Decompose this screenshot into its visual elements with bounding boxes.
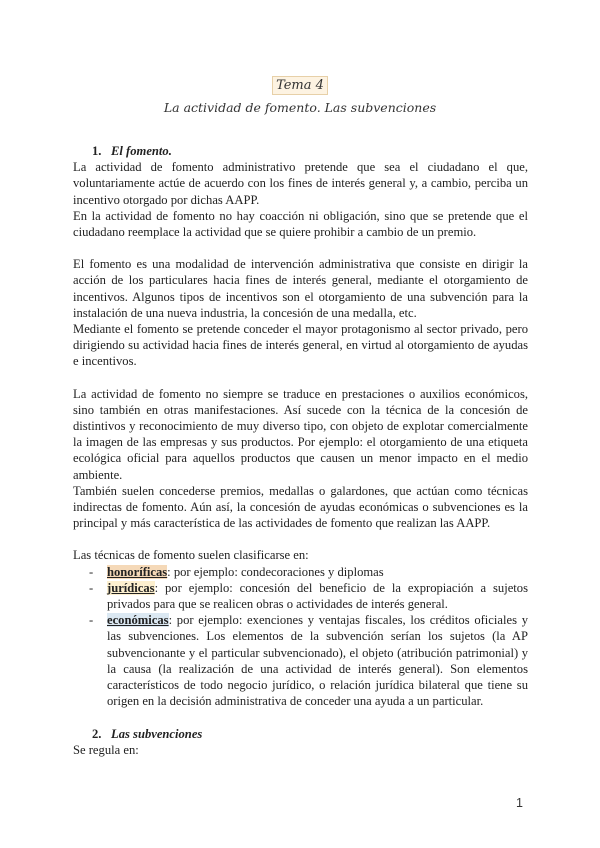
section-1-title: El fomento. — [111, 144, 172, 158]
list-item-text: : por ejemplo: concesión del beneficio de la expropiación a sujetos privados para que se realicen obras o actividades de interés general. — [107, 580, 528, 612]
section-2-title: Las subvenciones — [111, 726, 203, 741]
list-item-text: : por ejemplo: condecoraciones y diplomas — [167, 564, 384, 579]
page-number: 1 — [516, 796, 523, 810]
keyword-juridicas: jurídicas — [107, 580, 155, 595]
dash-bullet: - — [89, 613, 94, 628]
section-2-heading — [92, 726, 528, 742]
paragraph: También suelen concederse premios, medallas o galardones, que actúan como técnicas indirectas de fomento. Aún así, la concesión de ayudas económicas o subvenciones es la principal y más característica de las actividades de fomento que realizan las AAPP. — [73, 483, 528, 531]
paragraph: Se regula en: — [73, 742, 139, 757]
paragraph: La actividad de fomento administrativo pretende que sea el ciudadano el que, voluntariamente actúe de acuerdo con los fines de interés general y, a cambio, perciba un incentivo otorgado por dichas AAPP. — [73, 160, 528, 207]
list-item — [73, 564, 528, 580]
paragraph-gap — [73, 531, 528, 547]
paragraph: En la actividad de fomento no hay coacción ni obligación, sino que se pretende que el ciudadano reemplace la actividad que se quiere prohibir a cambio de un premio. — [73, 208, 528, 240]
dash-bullet: - — [89, 564, 94, 579]
list-intro: Las técnicas de fomento suelen clasificarse en: — [73, 548, 309, 563]
document-subtitle: La actividad de fomento. Las subvenciones — [163, 100, 437, 115]
section-1-number: 1. — [92, 144, 102, 158]
document-title: Tema 4 — [272, 76, 328, 95]
dash-bullet: - — [89, 580, 94, 595]
keyword-honorificas: honoríficas — [107, 564, 168, 579]
list-item — [73, 580, 528, 612]
paragraph-gap — [73, 370, 528, 386]
paragraph-gap — [73, 240, 528, 256]
techniques-list — [73, 564, 528, 710]
list-item — [73, 612, 528, 709]
keyword-economicas: económicas — [107, 613, 169, 628]
list-item-text: : por ejemplo: exenciones y ventajas fiscales, los créditos oficiales y las subvenciones. Los elementos de la subvención serían los sujetos (la AP subvencionante y el particular subvencionado), el objeto (atribución patrimonial) y la causa (la realización de una actividad de interés general). Son elementos característicos de todo negocio jurídico, o relación jurídica bilateral que tiene su origen en la decisión administrativa de conceder una ayuda a un particular. — [107, 613, 528, 709]
section-2-number: 2. — [92, 726, 102, 741]
paragraph: Mediante el fomento se pretende conceder el mayor protagonismo al sector privado, pero dirigiendo su actividad hacia fines de interés general, en virtud al otorgamiento de ayudas e incentivos. — [73, 322, 528, 369]
title-wrapper — [0, 76, 600, 95]
paragraph-gap — [73, 710, 528, 726]
document-body — [73, 143, 528, 758]
section-1-heading — [92, 143, 528, 159]
paragraph: El fomento es una modalidad de intervención administrativa que consiste en dirigir la acción de los particulares hacia fines de interés general, mediante el otorgamiento de incentivos. Algunos tipos de incentivos son el otorgamiento de una subvención para la instalación de una nueva industria, la concesión de una medalla, etc. — [73, 257, 528, 320]
paragraph: La actividad de fomento no siempre se traduce en prestaciones o auxilios económicos, sino también en otras manifestaciones. Así sucede con la técnica de la concesión de distintivos y reconocimiento de muy diverso tipo, con objeto de explotar comercialmente la imagen de las empresas y sus productos. Por ejemplo: el otorgamiento de una etiqueta ecológica oficial para aquellos productos que causen un menor impacto en el medio ambiente. — [73, 386, 528, 482]
